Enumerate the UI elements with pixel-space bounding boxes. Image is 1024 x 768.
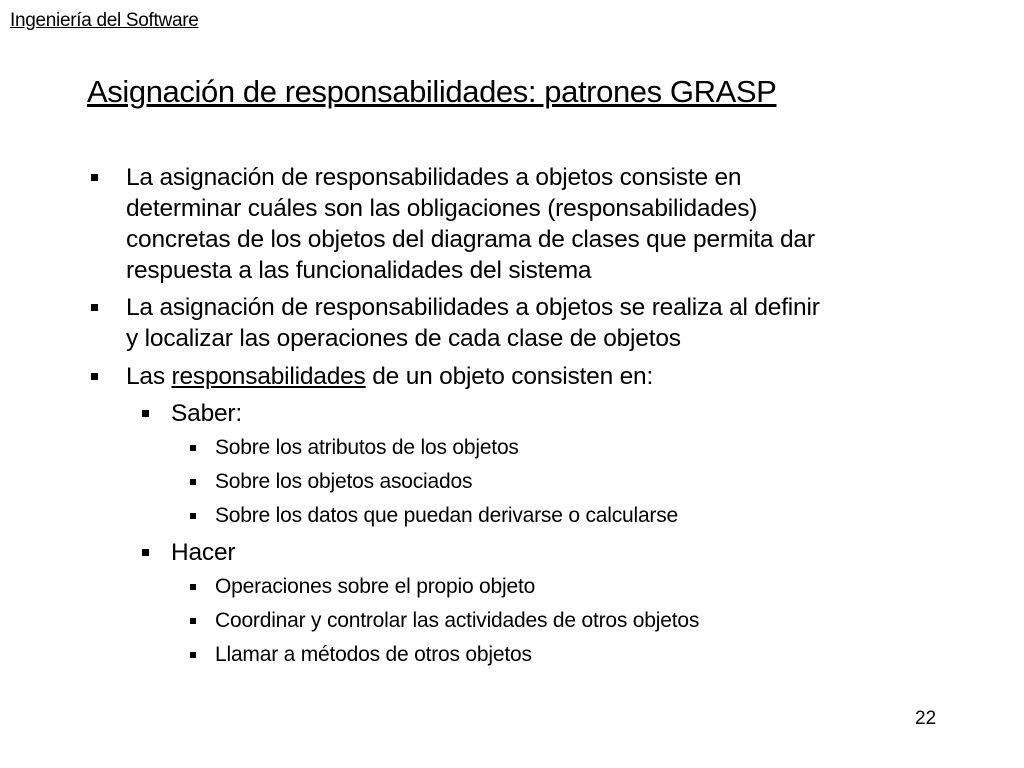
list-item-text: Coordinar y controlar las actividades de otros objetos: [215, 609, 700, 632]
sub-bullet-hacer: [171, 537, 951, 568]
bullet-text-line: concretas de los objetos del diagrama de clases que permita dar: [126, 226, 815, 253]
square-bullet-icon: [142, 410, 149, 417]
square-bullet-icon: [190, 618, 196, 624]
list-item: [215, 641, 975, 669]
list-item: [215, 607, 975, 635]
bullet-item: [126, 292, 956, 354]
square-bullet-icon: [91, 304, 98, 311]
bullet-text-suffix: de un objeto consisten en:: [365, 363, 654, 390]
bullet-text-line: determinar cuáles son las obligaciones (responsabilidades): [126, 195, 758, 222]
list-item: [215, 434, 975, 462]
course-header: Ingeniería del Software: [10, 10, 199, 31]
bullet-text-prefix: Las: [126, 363, 172, 390]
list-item: [215, 502, 975, 530]
sub-bullet-text: Saber:: [171, 400, 242, 427]
sub-bullet-saber: [171, 398, 951, 429]
square-bullet-icon: [190, 513, 196, 519]
bullet-text-line: La asignación de responsabilidades a objetos se realiza al definir: [126, 294, 820, 321]
bullet-item: [126, 361, 956, 392]
bullet-text-underlined: responsabilidades: [171, 363, 366, 390]
bullet-text-line: La asignación de responsabilidades a objetos consiste en: [126, 164, 742, 191]
slide-title: Asignación de responsabilidades: patrones GRASP: [87, 74, 777, 109]
page-number: 22: [915, 708, 937, 729]
sub-bullet-text: Hacer: [171, 539, 236, 566]
list-item-text: Llamar a métodos de otros objetos: [215, 643, 532, 666]
square-bullet-icon: [91, 373, 98, 380]
square-bullet-icon: [190, 652, 196, 658]
bullet-item: [126, 162, 956, 286]
square-bullet-icon: [91, 174, 98, 181]
bullet-text-line: respuesta a las funcionalidades del sistema: [126, 257, 592, 284]
list-item-text: Sobre los datos que puedan derivarse o calcularse: [215, 504, 678, 527]
list-item: [215, 468, 975, 496]
square-bullet-icon: [142, 549, 149, 556]
square-bullet-icon: [190, 584, 196, 590]
square-bullet-icon: [190, 479, 196, 485]
list-item: [215, 573, 975, 601]
square-bullet-icon: [190, 445, 196, 451]
list-item-text: Operaciones sobre el propio objeto: [215, 575, 536, 598]
bullet-text-line: y localizar las operaciones de cada clase de objetos: [126, 325, 681, 352]
list-item-text: Sobre los atributos de los objetos: [215, 436, 519, 459]
list-item-text: Sobre los objetos asociados: [215, 470, 473, 493]
